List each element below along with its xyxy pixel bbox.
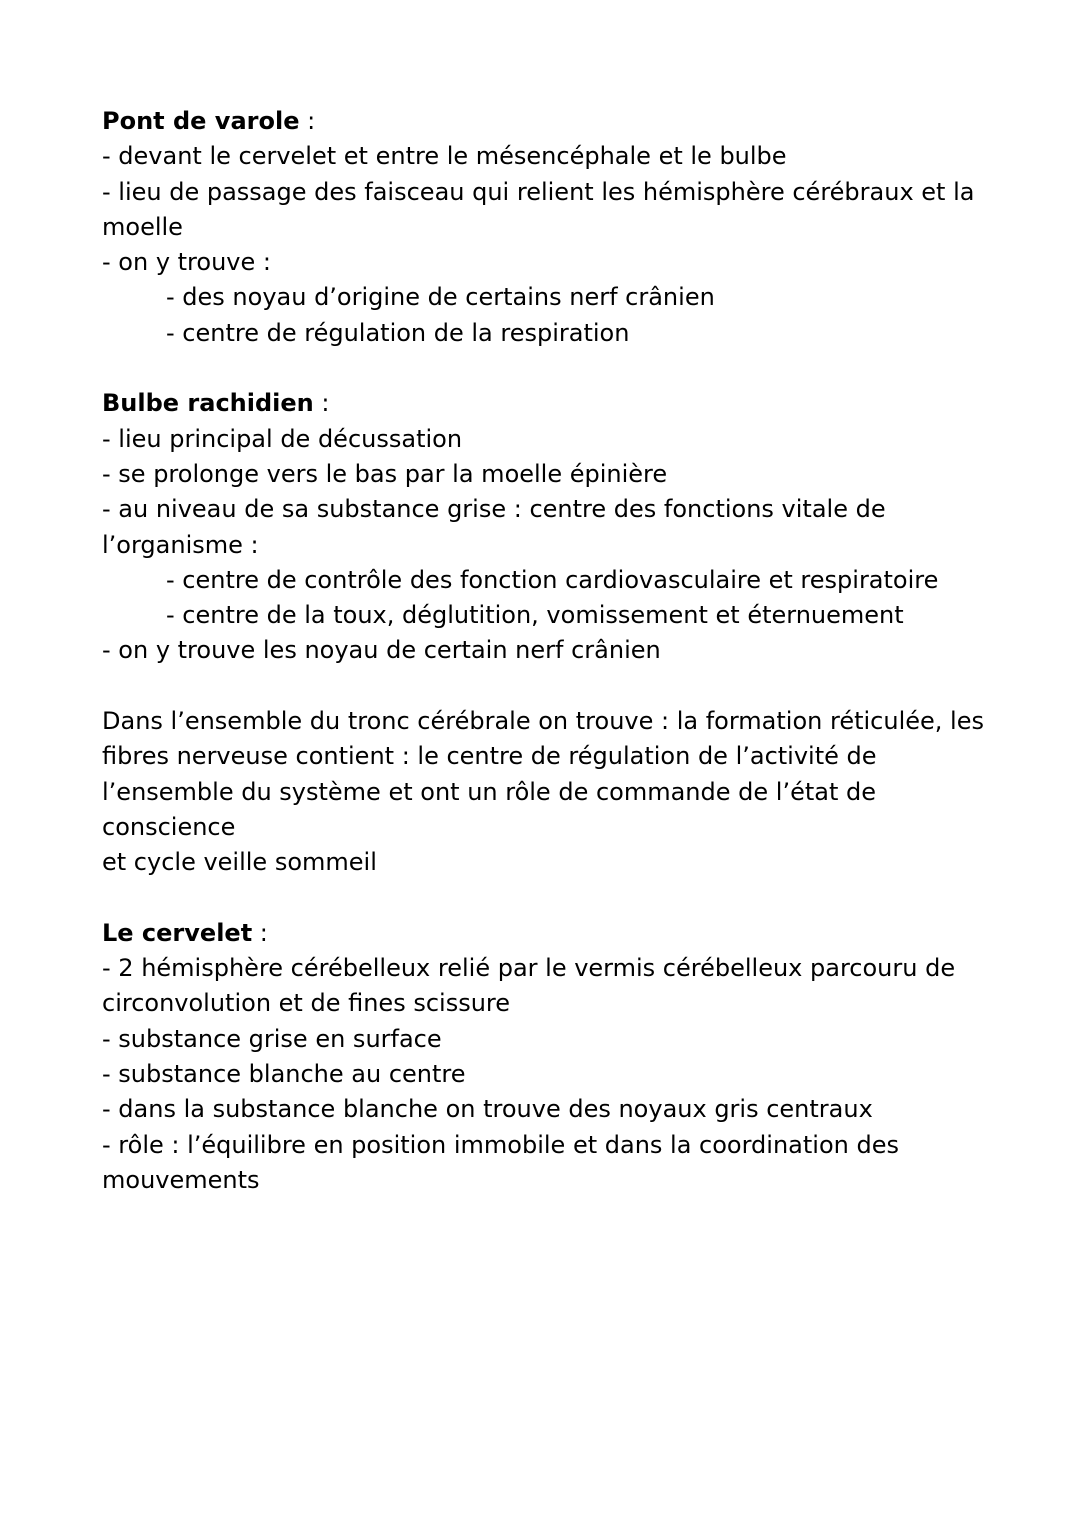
section-heading [102, 386, 1002, 421]
text-line: mouvements [102, 1165, 260, 1194]
text-line: - lieu principal de décussation [102, 424, 463, 453]
text-line: l’organisme : [102, 530, 259, 559]
section-title: Bulbe rachidien [102, 389, 314, 418]
section-title-colon: : [252, 918, 268, 947]
text-line: circonvolution et de fines scissure [102, 989, 511, 1018]
section-title-colon: : [299, 107, 316, 135]
section-bulbe-rachidien [102, 386, 1002, 668]
text-line-indented: - centre de la toux, déglutition, vomissement et éternuement [166, 601, 904, 630]
section-pont-de-varole [102, 104, 1002, 351]
text-line: et cycle veille sommeil [102, 848, 377, 877]
text-line-indented: - centre de régulation de la respiration [166, 318, 630, 347]
text-line: - rôle : l’équilibre en position immobile et dans la coordination des [102, 1130, 899, 1159]
section-heading [102, 104, 1002, 139]
text-line: - lieu de passage des faisceau qui relient les hémisphère cérébraux et la [102, 177, 975, 206]
text-line: moelle [102, 212, 183, 241]
text-line: Dans l’ensemble du tronc cérébrale on trouve : la formation réticulée, les [102, 707, 984, 736]
section-title-colon: : [313, 389, 330, 418]
text-line: - se prolonge vers le bas par la moelle épinière [102, 459, 668, 488]
section-title: Pont de varole [102, 107, 300, 135]
text-line: - substance blanche au centre [102, 1060, 466, 1089]
text-line: - on y trouve les noyau de certain nerf crânien [102, 636, 661, 665]
section-title: Le cervelet [102, 918, 253, 947]
text-line-indented: - centre de contrôle des fonction cardiovasculaire et respiratoire [166, 565, 939, 594]
section-heading [102, 916, 1002, 951]
text-line-indented: - des noyau d’origine de certains nerf crânien [166, 283, 715, 312]
text-line: - substance grise en surface [102, 1024, 442, 1053]
text-line: fibres nerveuse contient : le centre de régulation de l’activité de [102, 742, 877, 771]
section-tronc-cerebral-paragraph [102, 704, 1002, 880]
section-le-cervelet [102, 916, 1002, 1198]
text-line: - on y trouve : [102, 248, 271, 277]
text-line: l’ensemble du système et ont un rôle de commande de l’état de conscience [102, 777, 876, 841]
document-body [102, 104, 1002, 1198]
text-line: - au niveau de sa substance grise : centre des fonctions vitale de [102, 495, 886, 524]
text-line: - dans la substance blanche on trouve des noyaux gris centraux [102, 1095, 873, 1124]
text-line: - devant le cervelet et entre le mésencéphale et le bulbe [102, 142, 787, 171]
text-line: - 2 hémisphère cérébelleux relié par le vermis cérébelleux parcouru de [102, 954, 956, 983]
